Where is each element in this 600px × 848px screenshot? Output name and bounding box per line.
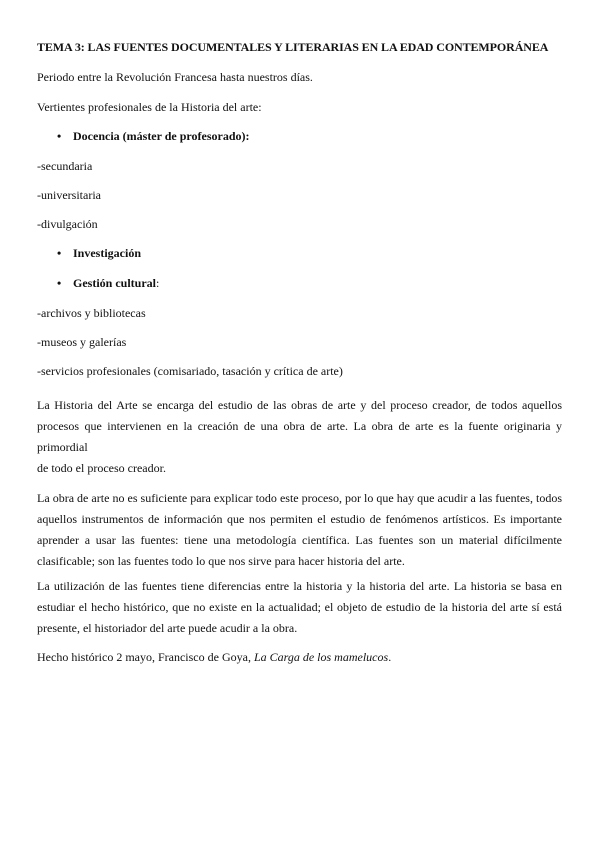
paragraph-line: La obra de arte no es suficiente para explicar todo este proceso, por lo que hay que acudir a las fuentes, todos — [37, 491, 562, 505]
list-item: -secundaria — [37, 159, 93, 173]
investigacion-heading: Investigación — [73, 246, 142, 260]
gestion-heading: Gestión cultural: — [73, 276, 160, 290]
period-text: Periodo entre la Revolución Francesa hasta nuestros días. — [37, 70, 313, 84]
paragraph-line: estudiar el hecho histórico, que no existe en la actualidad; el objeto de estudio de la historia del arte sí está — [37, 600, 562, 614]
document-title: TEMA 3: LAS FUENTES DOCUMENTALES Y LITERARIAS EN LA EDAD CONTEMPORÁNEA — [37, 40, 549, 54]
paragraph-line: La utilización de las fuentes tiene diferencias entre la historia y la historia del arte. La historia se basa en — [37, 579, 562, 593]
artwork-title: La Carga de los mamelucos — [253, 650, 389, 664]
paragraph-line: de todo el proceso creador. — [37, 461, 166, 475]
docencia-heading: Docencia (máster de profesorado): — [73, 129, 250, 143]
hecho-historico-line: Hecho histórico 2 mayo, Francisco de Goya, La Carga de los mamelucos. — [37, 650, 392, 664]
bullet-icon: • — [57, 246, 62, 260]
list-item: -archivos y bibliotecas — [37, 306, 146, 320]
bullet-icon: • — [57, 276, 62, 290]
bullet-icon: • — [57, 129, 62, 143]
paragraph-line: La Historia del Arte se encarga del estudio de las obras de arte y del proceso creador, de todos aquellos — [37, 398, 562, 412]
paragraph-line: procesos que intervienen en la creación de una obra de arte. La obra de arte es la fuente originaria y primordial — [37, 419, 562, 454]
paragraph — [37, 488, 562, 572]
paragraph-line: clasificable; son las fuentes todo lo que nos sirve para hacer historia del arte. — [37, 554, 405, 568]
list-item: -museos y galerías — [37, 335, 127, 349]
list-item: -servicios profesionales (comisariado, tasación y crítica de arte) — [37, 364, 343, 378]
paragraph — [37, 395, 562, 479]
paragraph-line: presente, el historiador del arte puede acudir a la obra. — [37, 621, 298, 635]
list-item: -universitaria — [37, 188, 101, 202]
paragraph-line: aprender a usar las fuentes: tiene una metodología científica. Las fuentes son un material difícilmente — [37, 533, 562, 547]
vertientes-text: Vertientes profesionales de la Historia del arte: — [37, 100, 262, 114]
list-item: -divulgación — [37, 217, 98, 231]
paragraph-line: aquellos instrumentos de información que nos permiten el estudio de fenómenos artísticos. Es importante — [37, 512, 562, 526]
paragraph — [37, 576, 562, 639]
